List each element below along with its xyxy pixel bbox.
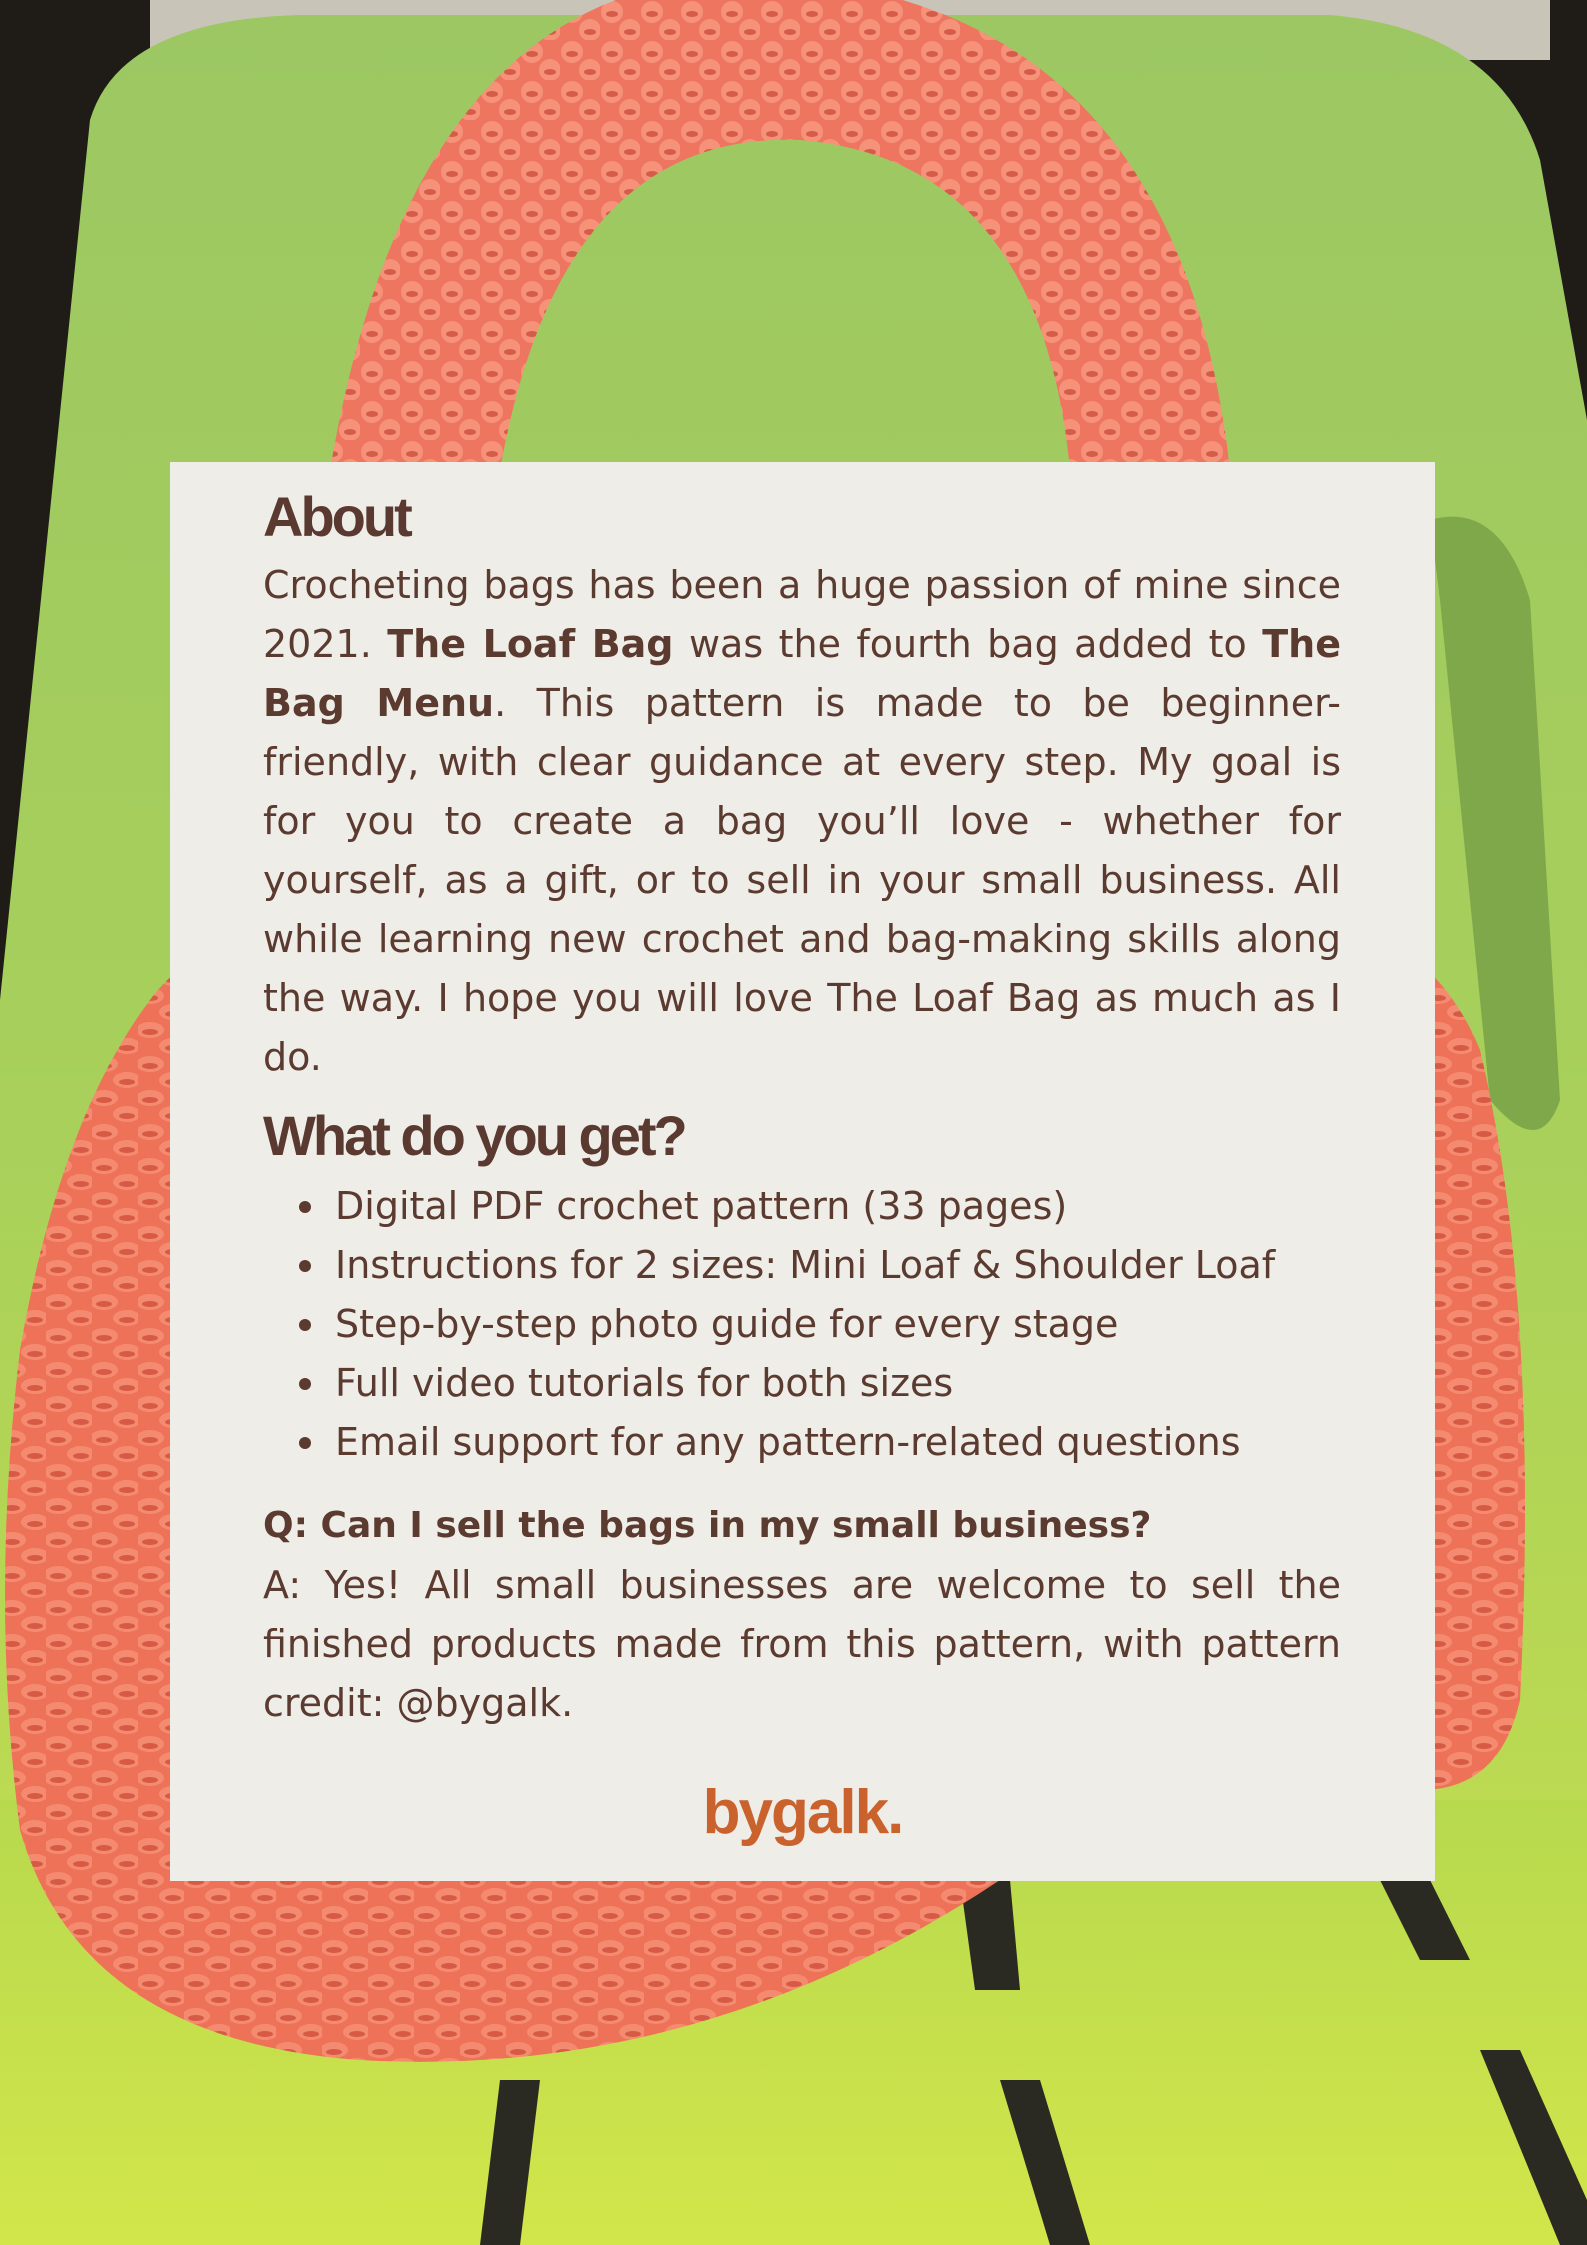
bag-menu-bold: The Bag Menu	[263, 622, 1341, 725]
about-text-2: was the fourth bag added to	[673, 622, 1263, 666]
bullet-icon	[299, 1378, 311, 1390]
bullet-icon	[299, 1319, 311, 1331]
about-paragraph	[263, 556, 1341, 1087]
list-item-text: Full video tutorials for both sizes	[335, 1361, 954, 1405]
bullet-icon	[299, 1201, 311, 1213]
about-text-3: . This pattern is made to be beginner-friendly, with clear guidance at every step. My goal is for you to create a bag you’ll love - whether for yourself, as a gift, or to sell in your small business. All while learning new crochet and bag-making skills along the way. I hope you will love The Loaf Bag as much as I do.	[263, 681, 1341, 1079]
list-item-text: Digital PDF crochet pattern (33 pages)	[335, 1184, 1068, 1228]
benefits-list	[263, 1177, 1341, 1472]
faq-question: Q: Can I sell the bags in my small business?	[263, 1505, 1152, 1546]
list-item	[299, 1236, 1341, 1295]
what-do-you-get-heading: What do you get?	[263, 1104, 685, 1167]
list-item	[299, 1354, 1341, 1413]
about-heading: About	[263, 485, 410, 548]
list-item-text: Instructions for 2 sizes: Mini Loaf & Shoulder Loaf	[335, 1243, 1276, 1287]
list-item	[299, 1295, 1341, 1354]
bullet-icon	[299, 1437, 311, 1449]
list-item	[299, 1177, 1341, 1236]
list-item	[299, 1413, 1341, 1472]
list-item-text: Step-by-step photo guide for every stage	[335, 1302, 1119, 1346]
bullet-icon	[299, 1260, 311, 1272]
loaf-bag-bold: The Loaf Bag	[387, 622, 674, 666]
info-card	[170, 462, 1435, 1881]
bygalk-logo: bygalk.	[702, 1778, 903, 1847]
list-item-text: Email support for any pattern-related questions	[335, 1420, 1241, 1464]
faq-answer: A: Yes! All small businesses are welcome to sell the finished products made from this pattern, with pattern credit: @bygalk.	[263, 1563, 1341, 1725]
about-text-1: Crocheting bags has been a huge passion of mine since 2021.	[263, 563, 1341, 666]
